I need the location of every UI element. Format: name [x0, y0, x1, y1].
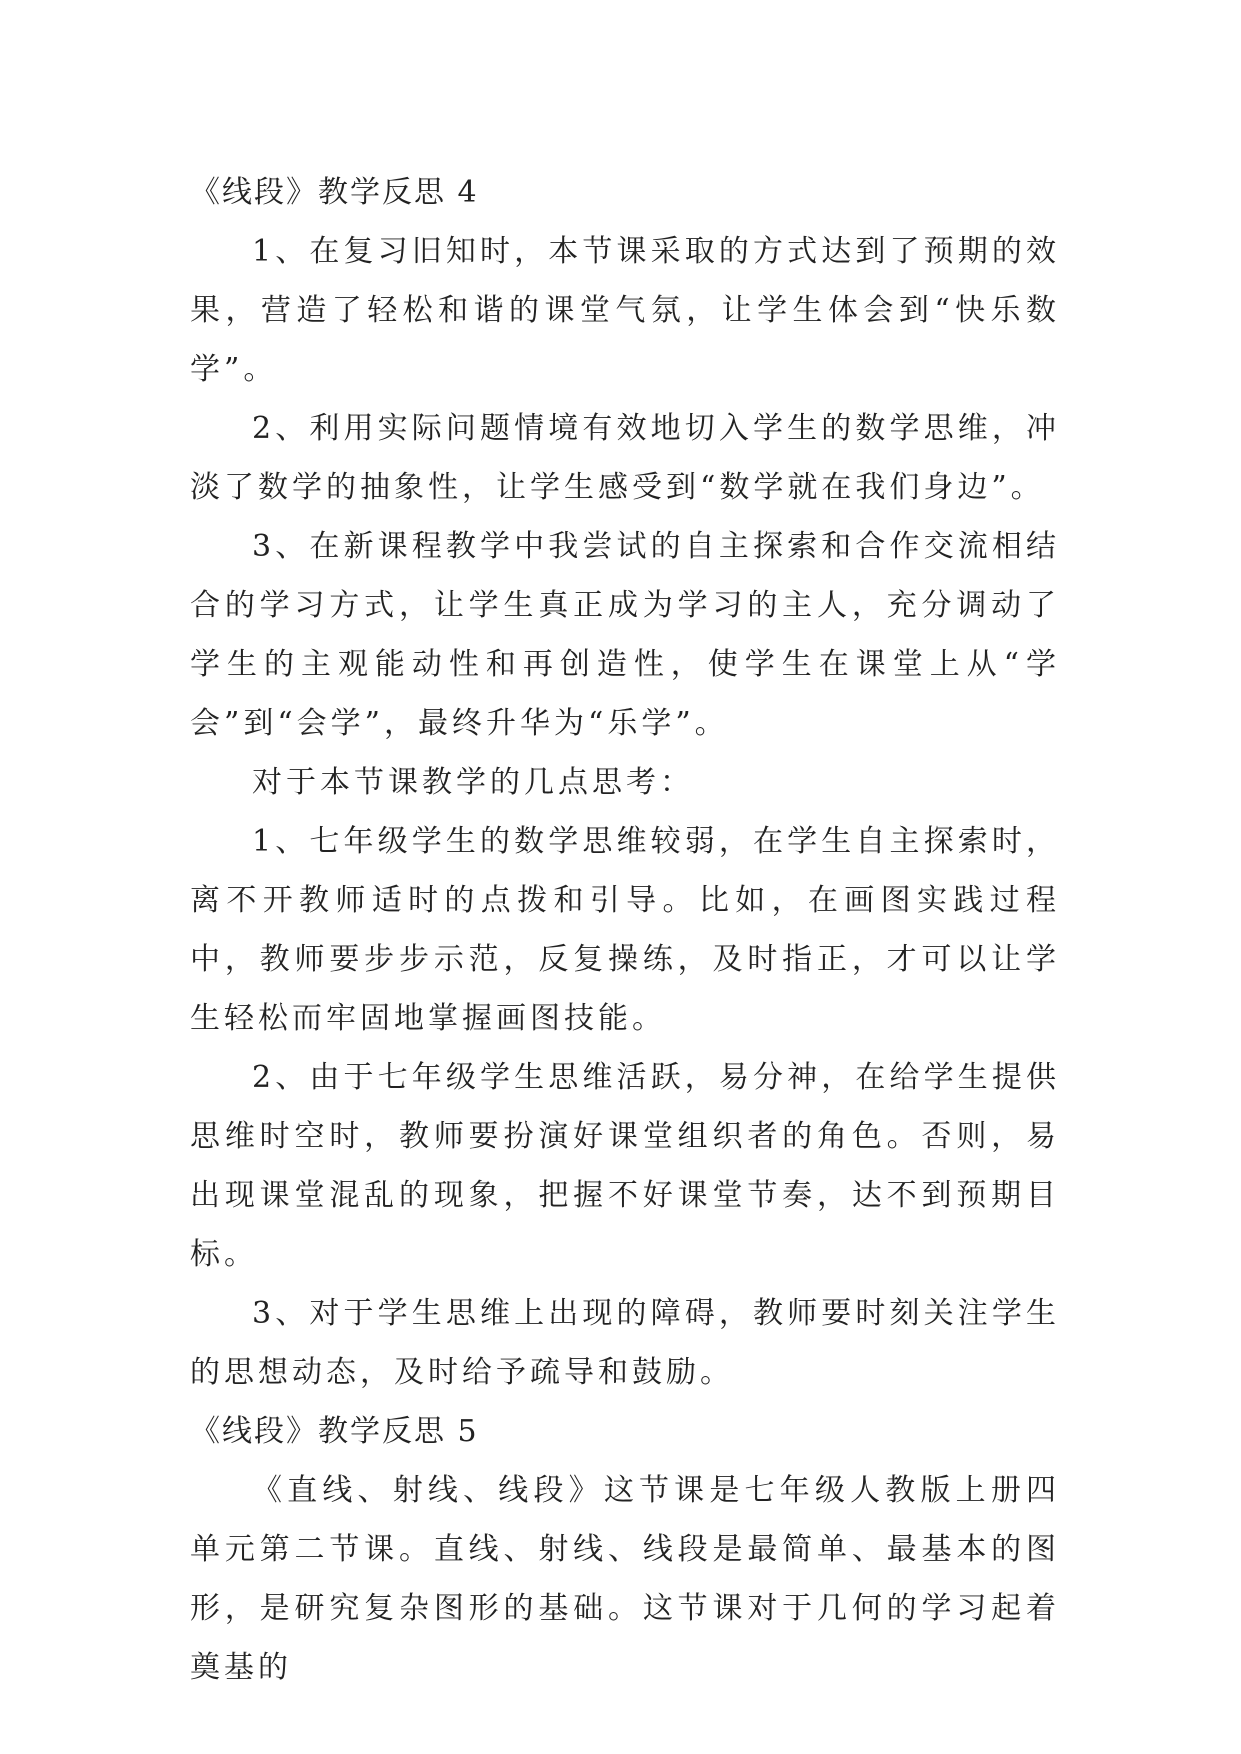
section-title: 《线段》教学反思 4 — [190, 175, 479, 210]
paragraph: 《直线、射线、线段》这节课是七年级人教版上册四单元第二节课。直线、射线、线段是最简单、最基本的图形，是研究复杂图形的基础。这节课对于几何的学习起着奠基的 — [190, 1473, 1060, 1685]
paragraph: 2、利用实际问题情境有效地切入学生的数学思维，冲淡了数学的抽象性，让学生感受到“数学就在我们身边”。 — [190, 411, 1060, 505]
document-body — [190, 163, 1060, 1697]
paragraph: 1、在复习旧知时，本节课采取的方式达到了预期的效果，营造了轻松和谐的课堂气氛，让学生体会到“快乐数学”。 — [190, 234, 1060, 387]
paragraph: 3、在新课程教学中我尝试的自主探索和合作交流相结合的学习方式，让学生真正成为学习的主人，充分调动了学生的主观能动性和再创造性，使学生在课堂上从“学会”到“会学”，最终升华为“乐学”。 — [190, 529, 1060, 741]
section-title: 《线段》教学反思 5 — [190, 1414, 479, 1449]
paragraph: 对于本节课教学的几点思考： — [252, 765, 694, 800]
paragraph: 2、由于七年级学生思维活跃，易分神，在给学生提供思维时空时，教师要扮演好课堂组织者的角色。否则，易出现课堂混乱的现象，把握不好课堂节奏，达不到预期目标。 — [190, 1060, 1060, 1272]
paragraph: 1、七年级学生的数学思维较弱，在学生自主探索时，离不开教师适时的点拨和引导。比如，在画图实践过程中，教师要步步示范，反复操练，及时指正，才可以让学生轻松而牢固地掌握画图技能。 — [190, 824, 1060, 1036]
paragraph: 3、对于学生思维上出现的障碍，教师要时刻关注学生的思想动态，及时给予疏导和鼓励。 — [190, 1296, 1060, 1390]
